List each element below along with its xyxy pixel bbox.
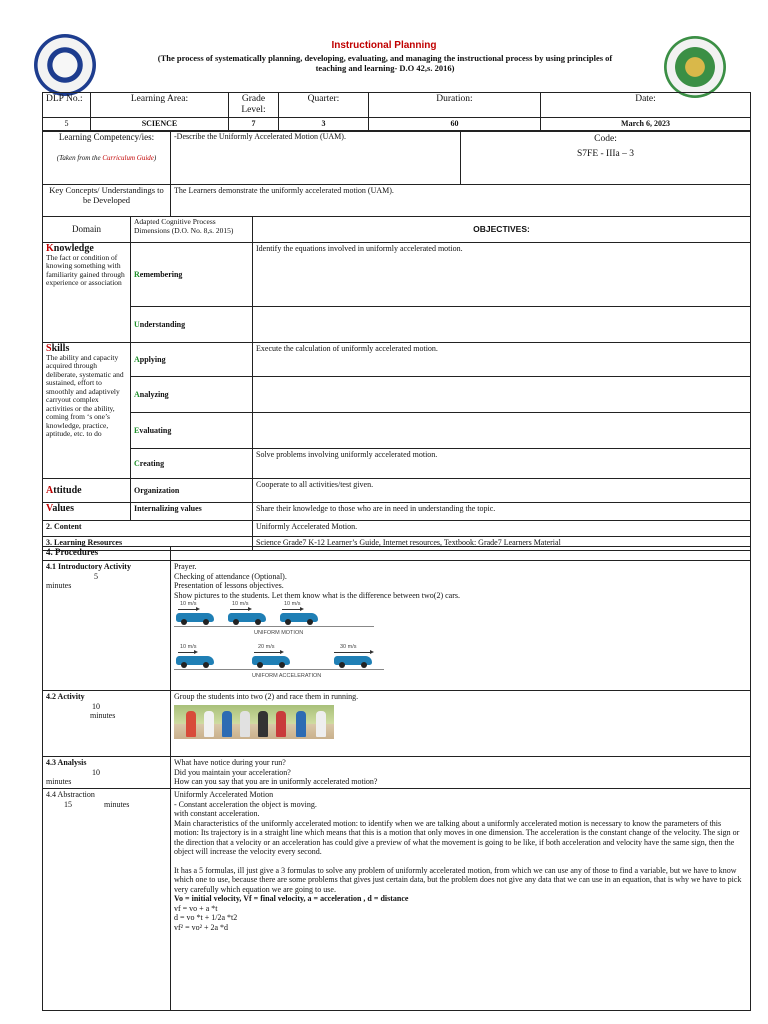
objectives-header: OBJECTIVES: [253, 217, 751, 243]
area-value: SCIENCE [91, 118, 229, 132]
skills-desc: The ability and capacity acquired through deliberate, systematic and sustained, effort to smoothly and adaptively carryout complex activities or the ability, coming from ‘s one’s knowledge, practice, aptitude, etc. to do [46, 352, 124, 438]
abstraction-heading: Uniformly Accelerated Motion [174, 790, 274, 799]
dlp-value: 5 [43, 118, 91, 132]
level-evaluating: Evaluating [131, 413, 253, 449]
knowledge-desc: The fact or condition of knowing something with familiarity gained through experience or association [46, 252, 125, 287]
analysis-minutes: 10 [92, 767, 100, 777]
activity-unit: minutes [90, 711, 116, 720]
process-header: Adapted Cognitive Process Dimensions (D.O. No. 8,s. 2015) [131, 217, 253, 243]
objective-creating: Solve problems involving uniformly accelerated motion. [253, 449, 751, 479]
car-icon [228, 613, 266, 622]
analysis-title: 4.3 Analysis [46, 758, 87, 767]
objective-values: Share their knowledge to those who are in need in understanding the topic. [253, 503, 751, 521]
velocity-arrow-icon [230, 609, 250, 610]
level-remembering: Remembering [131, 243, 253, 307]
quarter-label: Quarter: [279, 93, 369, 118]
code-value: S7FE - IIIa – 3 [577, 149, 634, 159]
car-icon [252, 656, 290, 665]
objective-remembering: Identify the equations involved in uniformly accelerated motion. [253, 243, 751, 307]
velocity-arrow-icon [178, 609, 198, 610]
area-label: Learning Area: [91, 93, 229, 118]
road-line [174, 626, 374, 627]
grade-label: Grade Level: [229, 93, 279, 118]
competency-cell [43, 131, 171, 185]
car-icon [280, 613, 318, 622]
key-concepts-label: Key Concepts/ Understandings to be Developed [43, 185, 171, 217]
car-icon [176, 656, 214, 665]
level-organization: Organization [131, 479, 253, 503]
division-seal-icon [664, 36, 726, 98]
level-applying: Applying [131, 343, 253, 377]
resources-label: 3. Learning Resources [43, 537, 253, 551]
skills-title: Skills [46, 343, 70, 354]
abstraction-paragraph: Main characteristics of the uniformly accelerated motion: to identify when we are talking about a uniformly accelerated motion is necessary to know the parameters of this motion: Its trajectory is in a straight line which means that this is a motion that only moves in one dimension. The acceleration is the constant change of the velocity. The sign or the direction that a velocity or an acceleration has could give a preview of what the movement is going to be like, if both acceleration and velocity have the same sign, then the object will increase the velocity every second. [174, 818, 740, 856]
activity-minutes: 10 [92, 701, 100, 711]
competency-text: -Describe the Uniformly Accelerated Motion (UAM). [171, 131, 461, 185]
procedures-label: 4. Procedures [43, 547, 171, 561]
page-title: Instructional Planning [331, 40, 437, 51]
date-label: Date: [541, 93, 751, 118]
car-icon [176, 613, 214, 622]
intro-unit: minutes [46, 581, 72, 590]
attitude-domain: Attitude [43, 479, 131, 503]
road-line [174, 669, 384, 670]
key-concepts-text: The Learners demonstrate the uniformly accelerated motion (UAM). [171, 185, 751, 217]
velocity-arrow-icon [178, 652, 196, 653]
competency-note: (Taken from the Curriculum Guide) [56, 153, 157, 162]
speed-label: 30 m/s [340, 644, 357, 650]
competency-label: Learning Competency/ies: [58, 132, 155, 142]
velocity-arrow-icon [254, 652, 282, 653]
info-table [42, 92, 751, 132]
formula: d = vo *t + 1/2a *t2 [174, 913, 238, 922]
domain-header: Domain [43, 217, 131, 243]
competency-table [42, 130, 751, 217]
abstraction-line: with constant acceleration. [174, 809, 260, 818]
formula: vf² = vo² + 2a *d [174, 922, 229, 932]
level-analyzing: Analyzing [131, 377, 253, 413]
intro-line: Show pictures to the students. Let them know what is the difference between two(2) cars. [174, 590, 460, 600]
resources-text: Science Grade7 K-12 Learner’s Guide, Internet resources, Textbook: Grade7 Learners Material [253, 537, 751, 551]
intro-line: Prayer. [174, 562, 197, 571]
intro-line: Checking of attendance (Optional). [174, 571, 287, 581]
knowledge-domain [43, 243, 131, 343]
abstraction-line: - Constant acceleration the object is moving. [174, 799, 317, 809]
values-domain: Values [43, 503, 131, 521]
intro-title: 4.1 Introductory Activity [46, 562, 131, 571]
objective-applying: Execute the calculation of uniformly accelerated motion. [253, 343, 751, 377]
content-text: Uniformly Accelerated Motion. [253, 521, 751, 537]
grade-value: 7 [229, 118, 279, 132]
date-value: March 6, 2023 [541, 118, 751, 132]
objectives-table [42, 216, 751, 551]
speed-label: 20 m/s [258, 644, 275, 650]
analysis-line: How can you say that you are in uniformly accelerated motion? [174, 777, 378, 786]
abstraction-cell [43, 789, 171, 1011]
activity-text: Group the students into two (2) and race them in running. [174, 692, 359, 701]
duration-label: Duration: [369, 93, 541, 118]
speed-label: 10 m/s [180, 601, 197, 607]
intro-line: Presentation of lessons objectives. [174, 581, 284, 590]
variables-legend: Vo = initial velocity, Vf = final velocity, a = acceleration , d = distance [174, 894, 409, 903]
objective-analyzing [253, 377, 751, 413]
formula: vf = vo + a *t [174, 903, 218, 913]
motion-figure [174, 600, 394, 684]
activity-content [171, 691, 751, 757]
procedures-table [42, 546, 751, 1011]
activity-cell [43, 691, 171, 757]
analysis-unit: minutes [46, 777, 72, 786]
content-label: 2. Content [43, 521, 253, 537]
analysis-content [171, 757, 751, 789]
page-subtitle: (The process of systematically planning, developing, evaluating, and managing the instructional process by using principles of teaching and learning- D.O 42,s. 2016) [157, 53, 613, 73]
quarter-value: 3 [279, 118, 369, 132]
abstraction-paragraph: It has a 5 formulas, ill just give a 3 formulas to solve any problem of uniformly accelerated motion, from which we can use any of those to find a variable, but we have to know which one to use, because there are some problems that gives just certain data, but the problem does not give any data that we can use in an equation, that is why we have to pick very carefully which equation we are going to use. [174, 865, 742, 894]
dlp-label: DLP No.: [43, 93, 91, 118]
objective-evaluating [253, 413, 751, 449]
car-icon [334, 656, 372, 665]
intro-content [171, 561, 751, 691]
speed-label: 10 m/s [232, 601, 249, 607]
speed-label: 10 m/s [284, 601, 301, 607]
code-cell [461, 131, 751, 185]
knowledge-title: Knowledge [46, 243, 94, 254]
objective-attitude: Cooperate to all activities/test given. [253, 479, 751, 503]
activity-title: 4.2 Activity [46, 692, 85, 701]
velocity-arrow-icon [282, 609, 302, 610]
velocity-arrow-icon [334, 652, 372, 653]
abstraction-time: 15 minutes [64, 799, 130, 809]
analysis-line: Did you maintain your acceleration? [174, 767, 291, 777]
skills-domain [43, 343, 131, 479]
analysis-cell [43, 757, 171, 789]
runners-image [174, 705, 334, 739]
duration-value: 60 [369, 118, 541, 132]
uniform-motion-label: UNIFORM MOTION [254, 630, 304, 636]
document-header [0, 0, 768, 92]
intro-cell [43, 561, 171, 691]
uniform-acceleration-label: UNIFORM ACCELERATION [252, 673, 322, 679]
level-internalizing: Internalizing values [131, 503, 253, 521]
level-creating: Creating [131, 449, 253, 479]
speed-label: 10 m/s [180, 644, 197, 650]
abstraction-content [171, 789, 751, 1011]
analysis-line: What have notice during your run? [174, 758, 286, 767]
intro-minutes: 5 [94, 571, 98, 581]
code-label: Code: [594, 134, 617, 144]
objective-understanding [253, 307, 751, 343]
abstraction-title: 4.4 Abstraction [46, 790, 95, 799]
level-understanding: Understanding [131, 307, 253, 343]
